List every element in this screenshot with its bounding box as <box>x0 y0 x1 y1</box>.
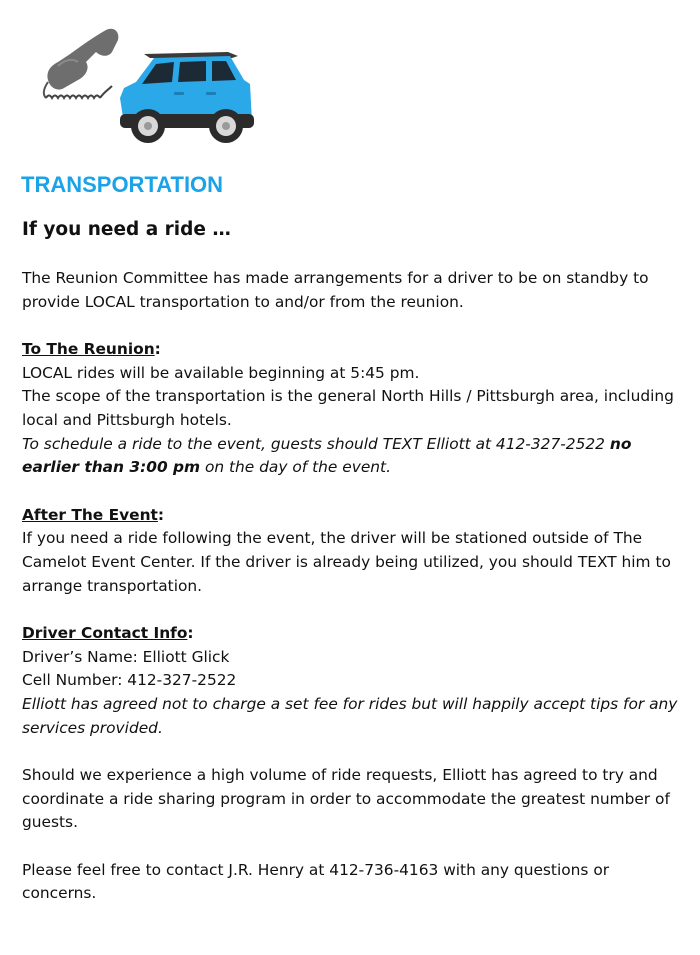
schedule-text-end: on the day of the event. <box>200 458 391 477</box>
schedule-time-limit: no earlier than 3:00 pm <box>22 434 632 477</box>
heading-colon: : <box>154 340 161 359</box>
subtitle: If you need a ride … <box>22 219 231 240</box>
car-icon <box>110 44 260 154</box>
transport-scope-line: The scope of the transportation is the general North Hills / Pittsburgh area, including local and Pittsburgh hotels. <box>22 387 674 429</box>
fee-note: Elliott has agreed not to charge a set fee for rides but will happily accept tips for any services provided. <box>22 694 678 737</box>
intro-paragraph: The Reunion Committee has made arrangements for a driver to be on standby to provide LOCAL transportation to and/or from the reunion. <box>22 269 649 311</box>
high-volume-paragraph: Should we experience a high volume of ride requests, Elliott has agreed to try and coordinate a ride sharing program in order to accommodate the greatest number of guests. <box>22 766 670 832</box>
section-heading-text: Driver Contact Info <box>22 624 188 643</box>
page-title: TRANSPORTATION <box>21 172 224 197</box>
heading-colon: : <box>187 624 194 643</box>
section-heading-after-event <box>22 504 686 528</box>
section-heading-to-reunion <box>22 338 686 362</box>
header-illustration <box>28 22 268 152</box>
schedule-text-start: To schedule a ride to the event, guests should TEXT Elliott at 412-327-2522 <box>22 434 610 453</box>
section-heading-driver-contact <box>22 622 686 646</box>
heading-colon: : <box>157 505 165 524</box>
document-body <box>22 217 686 906</box>
driver-cell-line: Cell Number: 412-327-2522 <box>22 671 237 690</box>
contact-paragraph: Please feel free to contact J.R. Henry at 412-736-4163 with any questions or concerns. <box>22 860 610 903</box>
after-event-paragraph: If you need a ride following the event, the driver will be stationed outside of The Camelot Event Center. If the driver is already being utilized, you should TEXT him to arrange transportation. <box>22 529 671 595</box>
driver-name-line: Driver’s Name: Elliott Glick <box>22 647 230 666</box>
schedule-instructions <box>22 433 686 480</box>
rides-availability-line: LOCAL rides will be available beginning at 5:45 pm. <box>22 363 420 382</box>
section-heading-text: To The Reunion <box>22 340 155 359</box>
section-heading-text: After The Event <box>22 505 158 524</box>
